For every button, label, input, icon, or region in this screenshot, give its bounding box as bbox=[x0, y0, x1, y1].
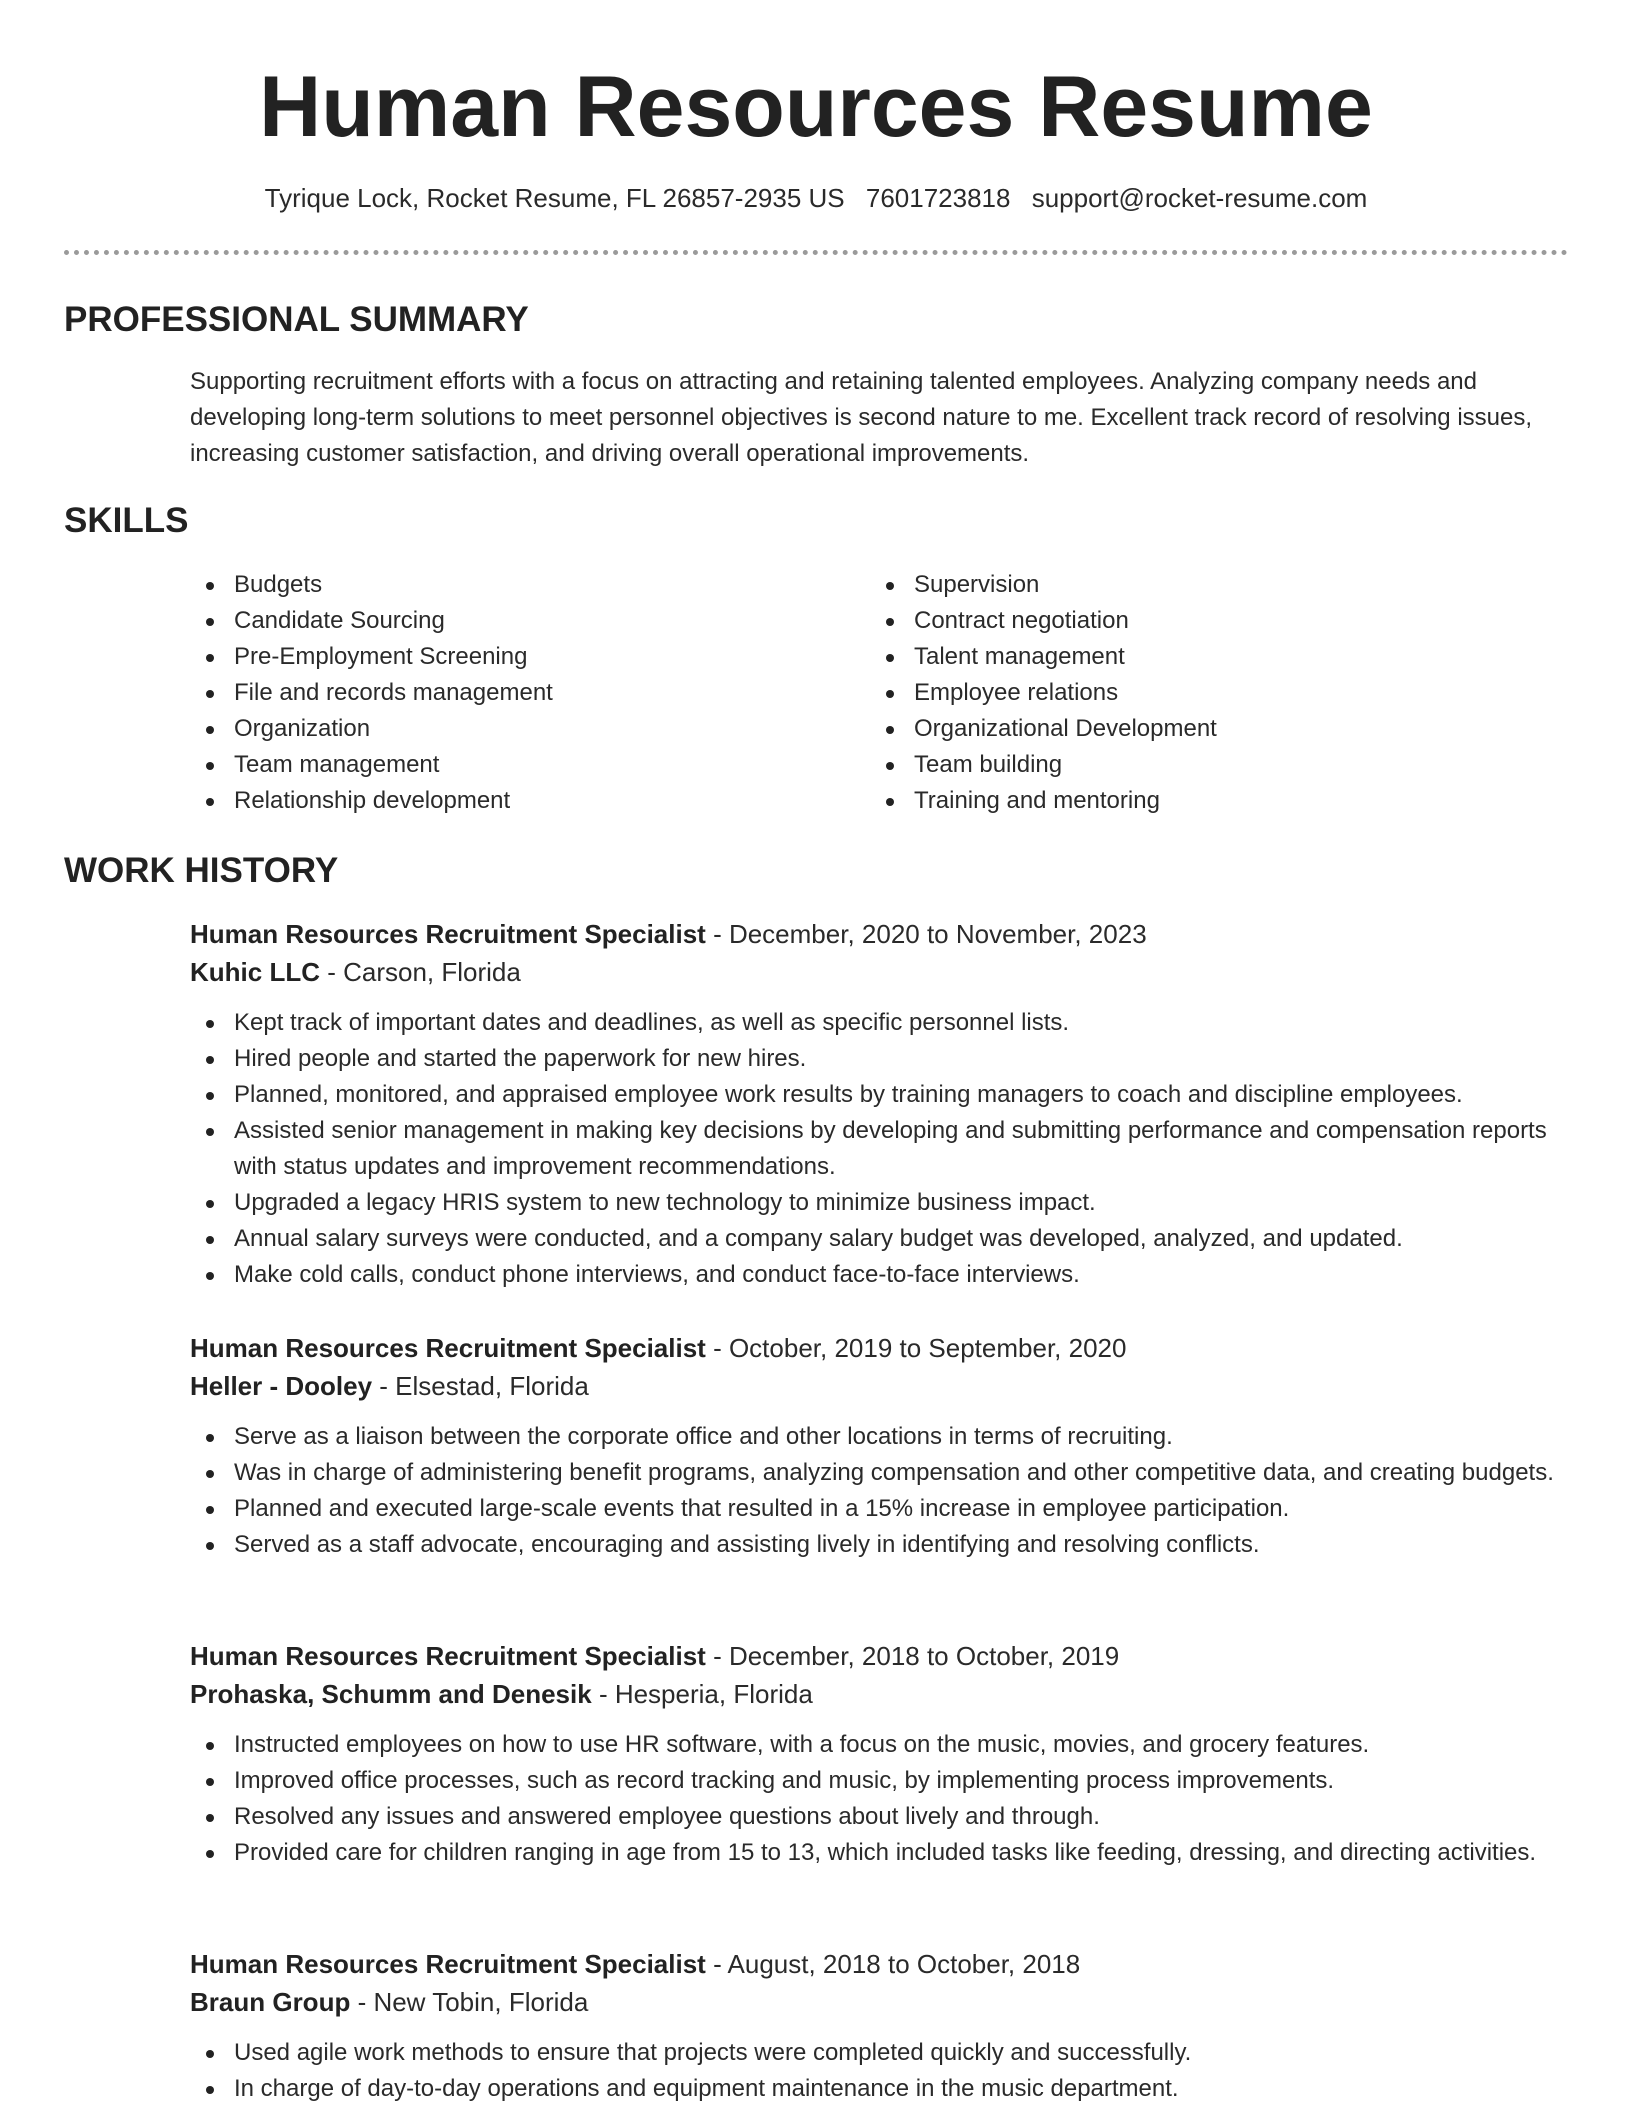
job-bullet: Instructed employees on how to use HR software, with a focus on the music, movies, and grocery features. bbox=[190, 1727, 1560, 1763]
skills-heading: SKILLS bbox=[64, 501, 189, 540]
skill-item: Organizational Development bbox=[870, 711, 1510, 747]
job-bullet: Served as a staff advocate, encouraging and assisting lively in identifying and resolving conflicts. bbox=[190, 1527, 1560, 1563]
job-company-line bbox=[190, 953, 1560, 991]
job-bullet: Kept track of important dates and deadlines, as well as specific personnel lists. bbox=[190, 1005, 1560, 1041]
skills-list-left bbox=[190, 567, 830, 819]
job-bullet: Improved office processes, such as record tracking and music, by implementing process improvements. bbox=[190, 1763, 1560, 1799]
job-company-line bbox=[190, 1983, 1560, 2021]
skill-item: Organization bbox=[190, 711, 830, 747]
job-title-line bbox=[190, 915, 1560, 953]
contact-address: Tyrique Lock, Rocket Resume, FL 26857-2935 US bbox=[264, 183, 845, 213]
contact-line bbox=[0, 180, 1632, 216]
job-title-line bbox=[190, 1329, 1560, 1367]
job-location: - Elsestad, Florida bbox=[372, 1371, 589, 1401]
job-company: Heller - Dooley bbox=[190, 1371, 373, 1401]
job-dates: - December, 2018 to October, 2019 bbox=[705, 1641, 1120, 1671]
job-title-line bbox=[190, 1637, 1560, 1675]
job-location: - New Tobin, Florida bbox=[350, 1987, 589, 2017]
job-bullet: In charge of day-to-day operations and equipment maintenance in the music department. bbox=[190, 2071, 1560, 2107]
job-dates: - October, 2019 to September, 2020 bbox=[705, 1333, 1127, 1363]
job-title-line bbox=[190, 1945, 1560, 1983]
skill-item: Candidate Sourcing bbox=[190, 603, 830, 639]
job-bullet: Planned and executed large-scale events that resulted in a 15% increase in employee participation. bbox=[190, 1491, 1560, 1527]
work-history-heading: WORK HISTORY bbox=[64, 851, 339, 890]
job-dates: - December, 2020 to November, 2023 bbox=[705, 919, 1147, 949]
job-bullets bbox=[190, 1419, 1560, 1563]
job-bullets bbox=[190, 2035, 1560, 2107]
job-bullet: Provided care for children ranging in age from 15 to 13, which included tasks like feeding, dressing, and directing activities. bbox=[190, 1835, 1560, 1871]
skill-item: Contract negotiation bbox=[870, 603, 1510, 639]
job-dates: - August, 2018 to October, 2018 bbox=[705, 1949, 1081, 1979]
skill-item: Team building bbox=[870, 747, 1510, 783]
job-company: Kuhic LLC bbox=[190, 957, 320, 987]
job-title: Human Resources Recruitment Specialist bbox=[190, 1333, 706, 1363]
job-bullets bbox=[190, 1005, 1560, 1293]
job-entry bbox=[190, 1329, 1560, 1563]
job-bullet: Was in charge of administering benefit programs, analyzing compensation and other competitive data, and creating budgets. bbox=[190, 1455, 1560, 1491]
skill-item: Relationship development bbox=[190, 783, 830, 819]
summary-text: Supporting recruitment efforts with a focus on attracting and retaining talented employees. Analyzing company needs and developing long-term solutions to meet personnel objectives is second nature to me. Excellent track record of resolving issues, increasing customer satisfaction, and driving overall operational improvements. bbox=[190, 368, 1533, 467]
job-bullet: Serve as a liaison between the corporate office and other locations in terms of recruiting. bbox=[190, 1419, 1560, 1455]
job-company-line bbox=[190, 1367, 1560, 1405]
contact-email: support@rocket-resume.com bbox=[1031, 183, 1368, 213]
skill-item: File and records management bbox=[190, 675, 830, 711]
job-location: - Carson, Florida bbox=[320, 957, 521, 987]
skill-item: Training and mentoring bbox=[870, 783, 1510, 819]
skills-list-right bbox=[870, 567, 1510, 819]
job-title: Human Resources Recruitment Specialist bbox=[190, 1949, 706, 1979]
job-company-line bbox=[190, 1675, 1560, 1713]
job-company: Braun Group bbox=[190, 1987, 351, 2017]
job-entry bbox=[190, 915, 1560, 1293]
page-title: Human Resources Resume bbox=[259, 59, 1373, 155]
job-bullets bbox=[190, 1727, 1560, 1871]
job-bullet: Planned, monitored, and appraised employee work results by training managers to coach and discipline employees. bbox=[190, 1077, 1560, 1113]
contact-phone: 7601723818 bbox=[865, 183, 1011, 213]
job-bullet: Upgraded a legacy HRIS system to new technology to minimize business impact. bbox=[190, 1185, 1560, 1221]
job-title: Human Resources Recruitment Specialist bbox=[190, 1641, 706, 1671]
header-divider bbox=[64, 250, 1568, 255]
skill-item: Pre-Employment Screening bbox=[190, 639, 830, 675]
job-entry bbox=[190, 1637, 1560, 1871]
job-title: Human Resources Recruitment Specialist bbox=[190, 919, 706, 949]
job-entry bbox=[190, 1945, 1560, 2107]
job-bullet: Used agile work methods to ensure that projects were completed quickly and successfully. bbox=[190, 2035, 1560, 2071]
skill-item: Talent management bbox=[870, 639, 1510, 675]
job-bullet: Annual salary surveys were conducted, and a company salary budget was developed, analyzed, and updated. bbox=[190, 1221, 1560, 1257]
summary-heading: PROFESSIONAL SUMMARY bbox=[64, 300, 529, 339]
job-bullet: Resolved any issues and answered employee questions about lively and through. bbox=[190, 1799, 1560, 1835]
job-bullet: Make cold calls, conduct phone interviews, and conduct face-to-face interviews. bbox=[190, 1257, 1560, 1293]
skill-item: Supervision bbox=[870, 567, 1510, 603]
job-bullet: Assisted senior management in making key decisions by developing and submitting performance and compensation reports with status updates and improvement recommendations. bbox=[190, 1113, 1560, 1185]
skill-item: Employee relations bbox=[870, 675, 1510, 711]
job-company: Prohaska, Schumm and Denesik bbox=[190, 1679, 592, 1709]
skill-item: Budgets bbox=[190, 567, 830, 603]
skill-item: Team management bbox=[190, 747, 830, 783]
job-location: - Hesperia, Florida bbox=[591, 1679, 813, 1709]
job-bullet: Hired people and started the paperwork for new hires. bbox=[190, 1041, 1560, 1077]
